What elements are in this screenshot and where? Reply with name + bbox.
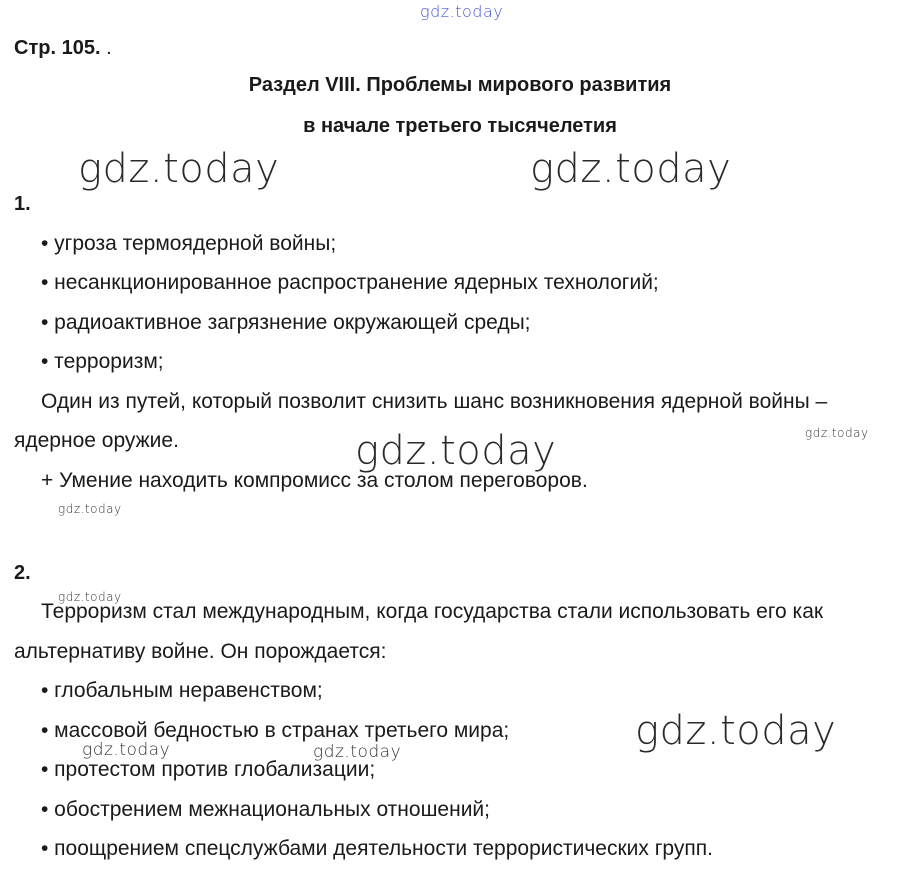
watermark-big: gdz.today (530, 146, 732, 192)
paragraph-line: Один из путей, который позволит снизить шанс возникновения ядерной войны – (41, 390, 828, 413)
watermark-big: gdz.today (355, 428, 557, 474)
paragraph-line: Терроризм стал международным, когда государства стали использовать его как (41, 600, 824, 623)
list-item: • угроза термоядерной войны; (41, 232, 337, 255)
watermark-mid: gdz.today (82, 740, 171, 760)
list-item: • поощрением спецслужбами деятельности террористических групп. (41, 837, 713, 860)
section-heading-line1: Раздел VIII. Проблемы мирового развития (248, 74, 672, 96)
page-label (14, 37, 112, 60)
list-item: • массовой бедностью в странах третьего мира; (41, 719, 510, 742)
watermark-big: gdz.today (78, 146, 280, 192)
watermark-small: gdz.today (58, 590, 122, 604)
task-number: 2. (14, 562, 31, 584)
plus-line: + Умение находить компромисс за столом переговоров. (41, 469, 588, 492)
page-label-dot: . (106, 37, 112, 59)
page-label-text: Стр. 105. (14, 37, 101, 59)
list-item: • терроризм; (41, 350, 164, 373)
watermark-top: gdz.today (420, 2, 504, 21)
section-heading-line2: в начале третьего тысячелетия (303, 115, 617, 137)
task-number: 1. (14, 193, 31, 215)
list-item: • несанкционированное распространение ядерных технологий; (41, 271, 659, 294)
paragraph-line: ядерное оружие. (14, 429, 179, 452)
list-item: • протестом против глобализации; (41, 758, 376, 781)
watermark-mid: gdz.today (313, 742, 402, 762)
list-item: • обострением межнациональных отношений; (41, 798, 490, 821)
list-item: • глобальным неравенством; (41, 679, 323, 702)
watermark-big: gdz.today (635, 708, 837, 754)
watermark-small: gdz.today (58, 502, 122, 516)
watermark-small: gdz.today (805, 426, 869, 440)
paragraph-line: альтернативу войне. Он порождается: (14, 640, 387, 663)
list-item: • радиоактивное загрязнение окружающей среды; (41, 311, 531, 334)
